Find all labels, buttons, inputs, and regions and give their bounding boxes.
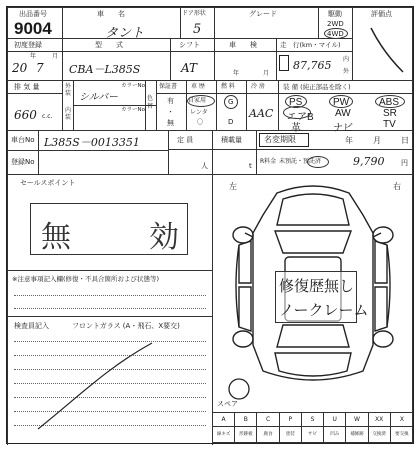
equip-pw: PW xyxy=(333,97,350,108)
name-change-month: 月 xyxy=(373,136,381,145)
legend-code: C xyxy=(257,413,279,426)
model-label: 型 式 xyxy=(95,41,123,49)
recycle-label: R料金 xyxy=(260,158,277,165)
equipment-label: 装 備 (純正部品を除く) xyxy=(283,83,351,91)
month-unit: 月 xyxy=(52,53,59,60)
legend-meaning: 要交換 xyxy=(395,432,409,437)
capacity-label: 定 員 xyxy=(177,136,194,144)
recycle-status: 未預託・預託済 xyxy=(279,158,322,165)
spare-tire xyxy=(229,379,249,399)
displacement-label: 排 気 量 xyxy=(14,83,40,91)
name-change-label-box xyxy=(259,133,309,147)
displacement-unit: c.c. xyxy=(42,113,53,120)
diagram-left-label: 左 xyxy=(229,182,237,191)
shift-label: シフト xyxy=(179,41,200,49)
equip-abs: ABS xyxy=(379,97,400,108)
mileage-box xyxy=(279,55,289,71)
name-change-year: 年 xyxy=(345,136,353,145)
legend-meaning: 腐食 xyxy=(257,426,279,443)
ac-cell xyxy=(247,81,279,131)
equip-pw-circle xyxy=(329,95,353,108)
door-cell xyxy=(181,7,215,39)
car-wheel-rear-right xyxy=(373,331,393,347)
legend-meaning: 凹み xyxy=(324,426,346,443)
year-unit: 年 xyxy=(30,53,37,60)
legend-meaning: 交換済 xyxy=(369,426,391,443)
displacement-value: 660 xyxy=(14,108,37,122)
name-change-day: 日 xyxy=(401,136,409,145)
load-label: 積載量 xyxy=(221,136,242,144)
first-reg-year: 20 xyxy=(12,61,28,75)
car-right-front-door xyxy=(375,241,387,283)
spare-label: スペア xyxy=(217,400,238,408)
drive-label: 駆動 xyxy=(328,10,342,18)
none-stamp: 無 効 xyxy=(41,220,185,255)
equip-abs-circle xyxy=(375,95,405,108)
ownership-no: 無 xyxy=(167,119,174,127)
car-hood xyxy=(277,194,349,225)
notes-box xyxy=(7,271,213,317)
recycle-deposited-circle xyxy=(307,156,329,168)
first-reg-month: 7 xyxy=(36,61,44,75)
inspector-box xyxy=(7,317,213,445)
mileage-value: 87,765 xyxy=(293,59,332,72)
first-reg-label: 初度登録 xyxy=(14,41,42,49)
chassis-number: L385S－0013351 xyxy=(44,136,140,149)
equip-tv: TV xyxy=(383,119,396,130)
auction-inspection-sheet xyxy=(6,6,414,444)
score-cell xyxy=(353,7,413,81)
capacity-cell xyxy=(169,131,213,175)
fuel-gasoline-circle xyxy=(224,95,238,109)
legend-meaning: 塗装 xyxy=(280,426,302,443)
legend-box xyxy=(213,413,413,443)
usage-circle-mark: 〇 xyxy=(197,119,204,126)
legend-code: XX xyxy=(369,413,391,426)
car-wheel-rear-left xyxy=(233,331,253,347)
reg-no-cell xyxy=(7,151,169,175)
fuel-cell xyxy=(217,81,247,131)
fuel-diesel: D xyxy=(228,118,234,126)
reg-no-label: 登録No xyxy=(11,158,35,166)
equip-ps: PS xyxy=(289,97,303,108)
car-name-cell xyxy=(63,7,181,39)
mileage-inner: 内 xyxy=(343,56,350,63)
inspection-month-unit: 月 xyxy=(263,70,270,77)
car-left-front-door xyxy=(239,241,251,283)
drive-4wd-circle xyxy=(324,28,348,39)
diagram-right-label: 右 xyxy=(393,182,401,191)
legend-code: W xyxy=(346,413,368,426)
equip-navi: ナビ xyxy=(333,123,353,134)
load-cell xyxy=(213,131,257,175)
legend-code: A xyxy=(213,413,235,426)
legend-meaning: 線キズ xyxy=(213,426,235,443)
ownership-yes: 有 xyxy=(167,97,174,105)
sales-points-label: セールスポイント xyxy=(20,179,76,187)
name-change-label: 名変期限 xyxy=(264,135,296,144)
none-stamp-box xyxy=(30,203,188,255)
inspection-cell xyxy=(215,39,277,81)
exterior-label: 外装 xyxy=(65,83,72,97)
drive-cell xyxy=(319,7,353,39)
chassis-cell xyxy=(7,131,169,151)
inspection-label: 車 検 xyxy=(229,41,257,49)
shift-cell xyxy=(171,39,215,81)
mileage-label: 走 行(km・マイル) xyxy=(280,41,341,49)
first-reg-cell xyxy=(7,39,63,81)
usage-label: 車 歴 xyxy=(191,83,205,90)
diagram-box xyxy=(213,175,413,413)
legend-meanings-row xyxy=(213,426,413,443)
chassis-label: 車台No xyxy=(11,136,35,144)
interior-color-no-label: カラーNo. xyxy=(121,107,147,113)
door-label: ドア形状 xyxy=(182,10,206,17)
strike-through-line xyxy=(8,317,214,445)
equip-sr: SR xyxy=(383,108,397,119)
model-cell xyxy=(63,39,171,81)
color-no-label: カラーNo. xyxy=(121,83,147,89)
inspection-year-unit: 年 xyxy=(233,70,240,77)
grade-label: グレード xyxy=(249,10,277,18)
grade-cell xyxy=(215,7,319,39)
legend-code: X xyxy=(399,416,404,423)
ownership-dot: ・ xyxy=(167,108,174,116)
legend-codes-row xyxy=(213,413,413,426)
car-rear-gate xyxy=(275,353,351,376)
legend-code: U xyxy=(324,413,346,426)
overlay-stamp-line-1: 修復歴無し xyxy=(279,277,355,295)
color-cell xyxy=(63,81,157,131)
usage-private-circle xyxy=(187,95,215,107)
recycle-amount: 9,790 xyxy=(353,155,385,168)
overlay-stamp-box xyxy=(275,271,369,323)
car-rear-glass xyxy=(277,325,349,347)
capacity-unit: 人 xyxy=(201,162,208,170)
fuel-gasoline: G xyxy=(228,98,234,106)
legend-meaning: 形跡板 xyxy=(235,426,257,443)
lot-box xyxy=(7,7,63,39)
legend-code: P xyxy=(280,413,302,426)
windshield-label: フロントガラス (A・飛石、X要交) xyxy=(72,322,180,330)
equipment-cell xyxy=(279,81,413,134)
usage-rental: レンタ xyxy=(190,109,208,116)
color-change-label: 色替 xyxy=(147,95,154,111)
sales-points-box xyxy=(7,175,213,271)
lot-number: 9004 xyxy=(14,19,52,38)
ownership-label: 保証書 xyxy=(159,83,178,90)
equip-leather: 革 xyxy=(291,123,301,134)
equip-airbag-circle xyxy=(283,106,311,119)
car-name-label: 車 名 xyxy=(97,10,125,18)
mileage-outer: 外 xyxy=(343,68,350,75)
name-change-cell xyxy=(257,131,413,175)
lot-label: 出品番号 xyxy=(19,10,47,18)
notes-label: ※注意事項記入欄(修復・不具合箇所および状態等) xyxy=(12,275,160,283)
model-code: CBA－L385S xyxy=(69,63,141,76)
equip-aw: AW xyxy=(335,108,351,119)
drive-2wd: 2WD xyxy=(327,20,344,28)
legend-code: B xyxy=(235,413,257,426)
car-right-rear-door xyxy=(375,287,387,331)
usage-cell xyxy=(187,81,217,131)
inspector-label: 検査員記入 xyxy=(14,322,49,330)
interior-label: 内装 xyxy=(65,107,72,121)
load-unit: t xyxy=(249,162,252,170)
legend-meaning: サビ xyxy=(302,426,324,443)
usage-private: 自家用 xyxy=(188,97,207,104)
car-windshield xyxy=(275,231,351,253)
overlay-stamp-line-2: ノークレーム xyxy=(279,301,369,319)
exterior-color: シルバー xyxy=(79,92,119,103)
car-name-value: タント xyxy=(105,26,145,41)
score-cross-mark xyxy=(367,24,407,76)
drive-4wd: 4WD xyxy=(327,30,344,38)
mileage-cell xyxy=(277,39,353,81)
door-value: 5 xyxy=(193,22,202,37)
legend-code: S xyxy=(302,413,324,426)
score-label: 評価点 xyxy=(371,10,392,18)
ownership-cell xyxy=(157,81,187,131)
shift-value: AT xyxy=(181,61,198,75)
recycle-unit: 円 xyxy=(401,159,408,167)
fuel-label: 燃 料 xyxy=(221,83,235,90)
ac-value: AAC xyxy=(249,107,274,120)
equip-airbag: エアB xyxy=(287,112,314,123)
car-left-rear-door xyxy=(239,287,251,331)
ac-label: 冷 房 xyxy=(251,83,265,90)
legend-meaning: 補修跡 xyxy=(346,426,368,443)
displacement-cell xyxy=(7,81,63,131)
